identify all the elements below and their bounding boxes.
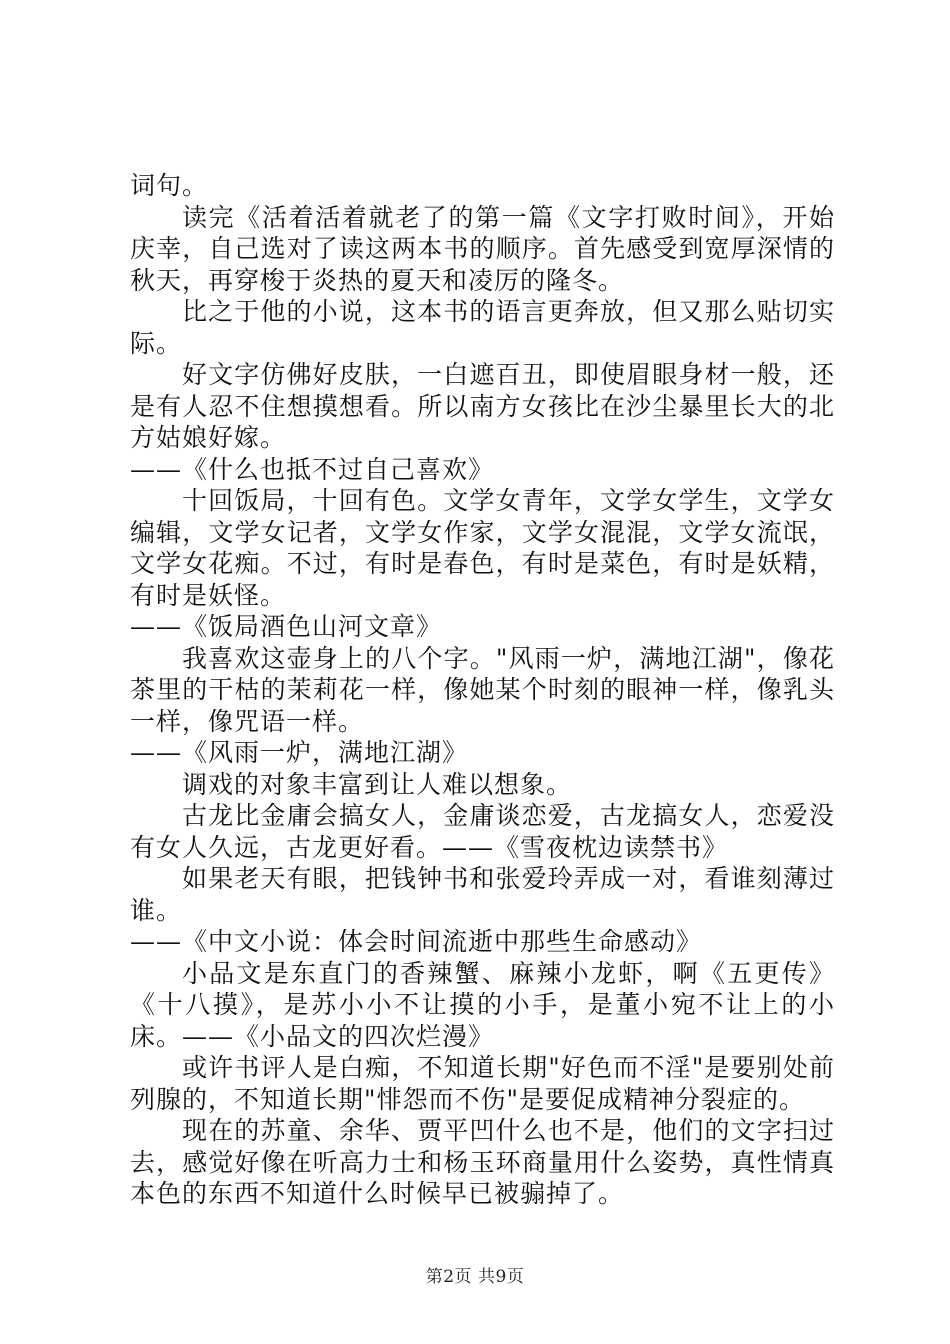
paragraph-continuation: 词句。 bbox=[130, 171, 209, 200]
source-citation: ——《什么也抵不过自己喜欢》 bbox=[130, 454, 495, 484]
paragraph: 好文字仿佛好皮肤，一白遮百丑，即使眉眼身材一般，还是有人忍不住想摸想看。所以南方女孩比在沙尘暴里长大的北方姑娘好嫁。 bbox=[130, 360, 835, 452]
paragraph: 现在的苏童、余华、贾平凹什么也不是，他们的文字扫过去，感觉好像在听高力士和杨玉环商量用什么姿势，真性情真本色的东西不知道什么时候早已被骟掉了。 bbox=[130, 1116, 835, 1208]
paragraph: 小品文是东直门的香辣蟹、麻辣小龙虾，啊《五更传》《十八摸》，是苏小小不让摸的小手，是董小宛不让上的小床。——《小品文的四次烂漫》 bbox=[130, 958, 835, 1051]
paragraph: 比之于他的小说，这本书的语言更奔放，但又那么贴切实际。 bbox=[130, 297, 835, 358]
paragraph: 如果老天有眼，把钱钟书和张爱玲弄成一对，看谁刻薄过谁。 bbox=[130, 864, 835, 925]
paragraph: 我喜欢这壶身上的八个字。"风雨一炉，满地江湖"，像花茶里的干枯的茉莉花一样，像她某个时刻的眼神一样，像乳头一样，像咒语一样。 bbox=[130, 643, 835, 736]
source-citation: ——《饭局酒色山河文章》 bbox=[130, 612, 443, 641]
paragraph: 或许书评人是白痴，不知道长期"好色而不淫"是要别处前列腺的，不知道长期"悱怨而不伤"是要促成精神分裂症的。 bbox=[130, 1053, 835, 1114]
paragraph: 调戏的对象丰富到让人难以想象。 bbox=[182, 769, 573, 799]
document-body bbox=[130, 170, 835, 1210]
source-citation: ——《中文小说：体会时间流逝中那些生命感动》 bbox=[130, 927, 703, 956]
paragraph: 十回饭局，十回有色。文学女青年，文学女学生，文学女编辑，文学女记者，文学女作家，文学女混混，文学女流氓，文学女花痴。不过，有时是春色，有时是菜色，有时是妖精，有时是妖怪。 bbox=[130, 486, 835, 610]
source-citation: ——《风雨一炉，满地江湖》 bbox=[130, 738, 469, 767]
paragraph: 古龙比金庸会搞女人，金庸谈恋爱，古龙搞女人，恋爱没有女人久远，古龙更好看。——《雪夜枕边读禁书》 bbox=[130, 801, 835, 862]
page-footer bbox=[0, 1262, 950, 1287]
page-number-label: 第2页 共9页 bbox=[425, 1267, 525, 1287]
paragraph: 读完《活着活着就老了的第一篇《文字打败时间》，开始庆幸，自己选对了读这两本书的顺序。首先感受到宽厚深情的秋天，再穿梭于炎热的夏天和凌厉的隆冬。 bbox=[130, 202, 835, 295]
